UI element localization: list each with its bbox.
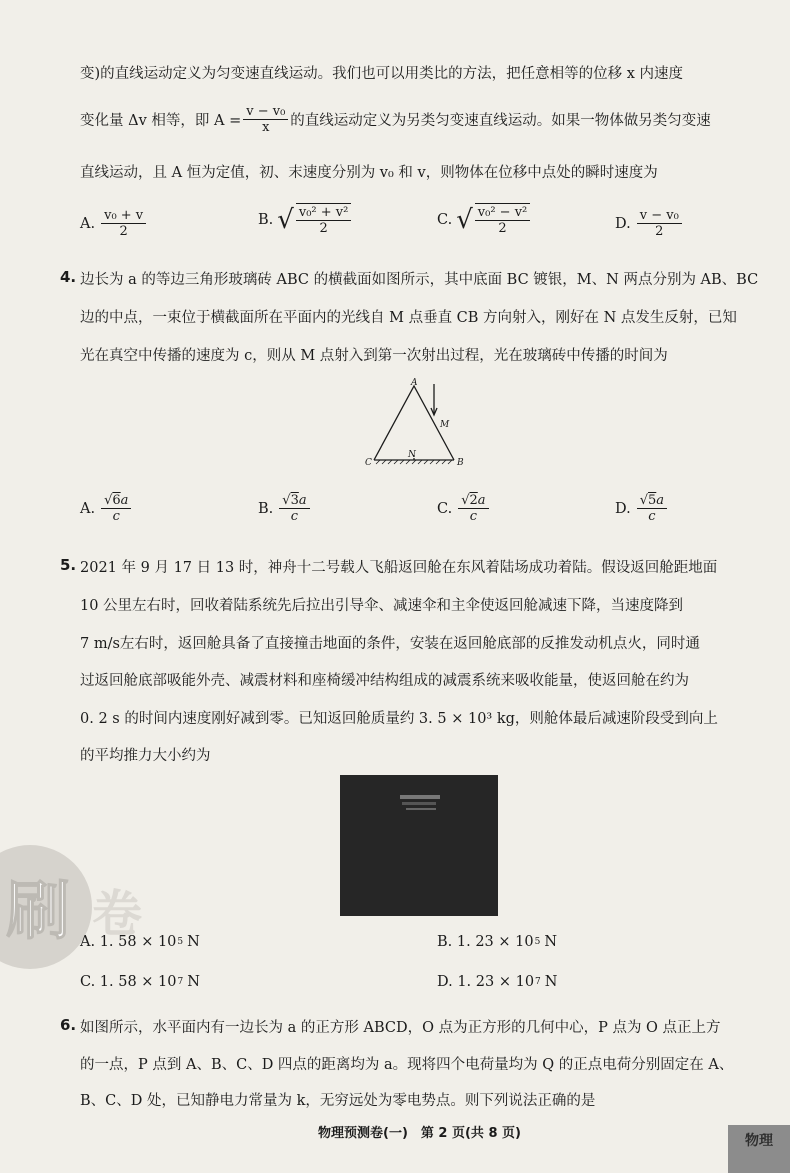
- q3-option-b-frac: [296, 203, 351, 236]
- intro-line-2-post: 的直线运动定义为另类匀变速直线运动。如果一物体做另类匀变速: [290, 113, 711, 129]
- q4-option-c-frac: [458, 493, 488, 524]
- q3-option-b-sqrt: [277, 203, 353, 236]
- q4-number: 4.: [60, 268, 77, 286]
- q3-option-d-num: v − v₀: [637, 208, 682, 224]
- q5-option-a-label: A. 1. 58 × 10: [80, 934, 177, 950]
- label-a: A: [411, 378, 418, 388]
- intro-line-3: 直线运动，且 A 恒为定值，初、末速度分别为 v₀ 和 v，则物体在位移中点处的瞬时速度为: [80, 165, 658, 181]
- sqrt-sign-icon: √: [456, 204, 473, 235]
- q4-option-a-var: a: [120, 493, 129, 508]
- q5-option-d-exp: 7: [535, 977, 541, 987]
- q5-option-d-label: D. 1. 23 × 10: [437, 974, 535, 990]
- q3-option-d-frac: [637, 208, 682, 239]
- q5-option-c: [80, 974, 200, 990]
- q4-option-a-label: A.: [80, 500, 96, 517]
- q4-option-a-frac: [101, 493, 131, 524]
- q5-option-d-unit: N: [544, 974, 558, 990]
- label-b: B: [457, 458, 464, 468]
- q4-option-c-rad: 2: [469, 493, 478, 508]
- q3-option-c-num: v₀² − v²: [475, 205, 530, 221]
- label-n: N: [408, 450, 416, 460]
- q4-line-2: 边的中点，一束位于横截面所在平面内的光线自 M 点垂直 CB 方向射入，刚好在 N 点发生反射，已知: [80, 310, 737, 326]
- triangle-prism-diagram: [362, 378, 472, 470]
- intro-line-2-pre: 变化量 Δv 相等，即 A =: [80, 113, 242, 129]
- q4-option-c-label: C.: [437, 500, 453, 517]
- q3-option-b-label: B.: [258, 211, 274, 228]
- q4-option-a-num: √6a: [101, 493, 131, 509]
- q3-option-c-frac: [475, 203, 530, 236]
- accel-fraction-den: x: [262, 120, 270, 135]
- q3-option-a-frac: [101, 208, 146, 239]
- q6-line-1: 如图所示，水平面内有一边长为 a 的正方形 ABCD，O 点为正方形的几何中心，P 点为 O 点正上方: [80, 1020, 721, 1036]
- q4-option-b-rad: 3: [290, 493, 299, 508]
- accel-fraction: [243, 104, 288, 135]
- watermark-char-2: 卷: [92, 885, 142, 943]
- q5-option-a-exp: 5: [177, 937, 184, 947]
- q3-option-a: [80, 208, 148, 239]
- q5-option-b-unit: N: [544, 934, 558, 950]
- q3-option-d-den: 2: [655, 224, 664, 239]
- q4-option-d-frac: [637, 493, 667, 524]
- q3-option-b-den: 2: [319, 221, 328, 236]
- capsule-landing-photo: [340, 775, 498, 916]
- watermark-char-1: 刷: [6, 875, 70, 949]
- q4-option-d-var: a: [656, 493, 665, 508]
- page-footer: 物理预测卷(一) 第 2 页(共 8 页): [318, 1126, 521, 1141]
- q5-line-2: 10 公里左右时，回收着陆系统先后拉出引导伞、减速伞和主伞使返回舱减速下降，当速度降到: [80, 598, 684, 614]
- subject-tab: 物理: [728, 1125, 790, 1173]
- shuajuan-watermark: [0, 835, 190, 985]
- q3-option-a-num: v₀ + v: [101, 208, 146, 224]
- q5-option-a-unit: N: [187, 934, 200, 950]
- q4-option-c: [437, 493, 491, 524]
- q5-line-4: 过返回舱底部吸能外壳、减震材料和座椅缓冲结构组成的减震系统来吸收能量，使返回舱在约为: [80, 673, 689, 689]
- q4-option-c-var: a: [477, 493, 486, 508]
- q3-option-d: [615, 208, 684, 239]
- label-c: C: [365, 458, 372, 468]
- q5-option-b-exp: 5: [534, 937, 541, 947]
- q5-option-d: [437, 974, 557, 990]
- q4-option-d-label: D.: [615, 500, 631, 517]
- q5-option-a: [80, 934, 200, 950]
- q5-line-3: 7 m/s左右时，返回舱具备了直接撞击地面的条件，安装在返回舱底部的反推发动机点火，同时通: [80, 636, 700, 652]
- q6-number: 6.: [60, 1016, 77, 1034]
- q4-option-d: [615, 493, 669, 524]
- q4-option-b-den: c: [290, 509, 299, 524]
- q4-line-3: 光在真空中传播的速度为 c，则从 M 点射入到第一次射出过程，光在玻璃砖中传播的时间为: [80, 348, 668, 364]
- q4-option-d-num: √5a: [637, 493, 667, 509]
- q5-line-5: 0. 2 s 的时间内速度刚好减到零。已知返回舱质量约 3. 5 × 10³ kg，则舱体最后减速阶段受到向上: [80, 711, 718, 727]
- q4-option-a-rad: 6: [112, 493, 121, 508]
- q3-option-c-sqrt: [456, 203, 532, 236]
- q5-option-c-label: C. 1. 58 × 10: [80, 974, 177, 990]
- q4-line-1: 边长为 a 的等边三角形玻璃砖 ABC 的横截面如图所示，其中底面 BC 镀银，M、N 两点分别为 AB、BC: [80, 272, 759, 288]
- q3-option-b: [258, 203, 353, 236]
- q4-option-b-label: B.: [258, 500, 274, 517]
- q5-option-c-exp: 7: [177, 977, 184, 987]
- sqrt-sign-icon: √: [277, 204, 294, 235]
- q4-option-a-den: c: [112, 509, 120, 524]
- q5-option-c-unit: N: [187, 974, 200, 990]
- q3-option-c-den: 2: [498, 221, 507, 236]
- photo-content: [340, 775, 498, 916]
- q5-option-b-label: B. 1. 23 × 10: [437, 934, 534, 950]
- q4-option-b-num: √3a: [279, 493, 309, 509]
- q5-option-b: [437, 934, 557, 950]
- label-m: M: [440, 420, 450, 430]
- q5-line-6: 的平均推力大小约为: [80, 748, 211, 764]
- q4-option-a: [80, 493, 133, 524]
- q4-option-d-rad: 5: [648, 493, 657, 508]
- q3-option-b-num: v₀² + v²: [296, 205, 351, 221]
- q5-number: 5.: [60, 556, 77, 574]
- intro-line-2: [80, 104, 711, 135]
- q4-option-b-frac: [279, 493, 309, 524]
- q4-option-c-num: √2a: [458, 493, 488, 509]
- intro-line-1: 变)的直线运动定义为匀变速直线运动。我们也可以用类比的方法，把任意相等的位移 x 内速度: [80, 66, 684, 82]
- q4-option-b-var: a: [298, 493, 307, 508]
- q3-option-a-den: 2: [119, 224, 128, 239]
- q6-line-3: B、C、D 处，已知静电力常量为 k，无穷远处为零电势点。则下列说法正确的是: [80, 1093, 596, 1109]
- q3-option-c: [437, 203, 532, 236]
- q3-option-a-label: A.: [80, 215, 96, 232]
- q3-option-d-label: D.: [615, 215, 631, 232]
- q4-option-d-den: c: [648, 509, 656, 524]
- accel-fraction-num: v − v₀: [243, 104, 288, 120]
- q5-line-1: 2021 年 9 月 17 日 13 时，神舟十二号载人飞船返回舱在东风着陆场成功着陆。假设返回舱距地面: [80, 560, 718, 576]
- q3-option-c-label: C.: [437, 211, 453, 228]
- q4-option-b: [258, 493, 312, 524]
- q4-option-c-den: c: [469, 509, 477, 524]
- q6-line-2: 的一点，P 点到 A、B、C、D 四点的距离均为 a。现将四个电荷量均为 Q 的正点电荷分别固定在 A、: [80, 1057, 734, 1073]
